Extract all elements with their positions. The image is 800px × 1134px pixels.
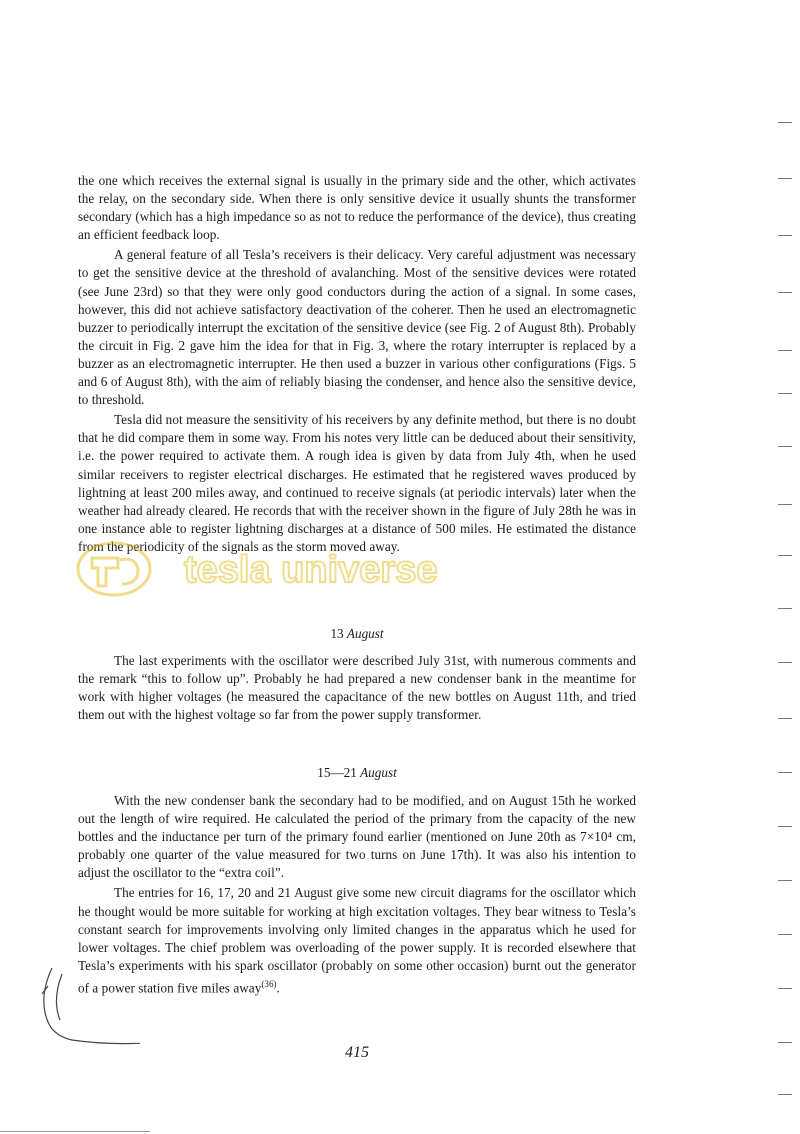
body-text-top: [78, 172, 636, 556]
margin-tick: [778, 772, 792, 773]
margin-tick: [778, 880, 792, 881]
heading-month: August: [360, 765, 397, 780]
margin-tick: [778, 826, 792, 827]
margin-tick: [778, 718, 792, 719]
paragraph-receiver-sensitivity: Tesla did not measure the sensitivity of his receivers by any definite method, but there is no doubt that he did compare them in some way. From his notes very little can be deduced about their sensitivity, i.e. the power required to activate them. A rough idea is given by data from July 4th, when he used similar receivers to register electrical discharges. He estimated that he registered waves produced by lightning at least 200 miles away, and continued to receive signals (at periodic intervals) later when the weather had already cleared. He records that with the receiver shown in the figure of July 28th he was in one instance able to register lightning discharges at a distance of 500 miles. He estimated the distance from the periodicity of the signals as the storm moved away.: [78, 412, 636, 554]
body-text-bottom: [78, 792, 636, 997]
margin-tick: [778, 350, 792, 351]
margin-tick: [778, 934, 792, 935]
margin-tick: [778, 292, 792, 293]
page-number: 415: [345, 1044, 369, 1061]
margin-tick: [778, 178, 792, 179]
paragraph-receivers-delicacy: A general feature of all Tesla’s receivers is their delicacy. Very careful adjustment was necessary to get the sensitive device at the threshold of avalanching. Most of the sensitive devices were rotated (see June 23rd) so that they were only good conductors during the action of a signal. In some cases, however, this did not achieve satisfactory deactivation of the coherer. Then he used an electromagnetic buzzer to periodically interrupt the excitation of the sensitive device (see Fig. 2 of August 8th). Probably the circuit in Fig. 2 gave him the idea for that in Fig. 3, where the rotary interrupter is replaced by a buzzer as an electromagnetic interrupter. He then used a buzzer in various other configurations (Figs. 5 and 6 of August 8th), with the aim of reliably biasing the condenser, and hence also the sensitive device, to threshold.: [78, 247, 636, 408]
margin-tick: [778, 988, 792, 989]
margin-tick: [778, 662, 792, 663]
watermark-text: tesla universe: [184, 549, 438, 591]
margin-tick: [778, 1094, 792, 1095]
heading-day: 13: [330, 626, 344, 641]
closing-period: .: [276, 980, 280, 996]
handwritten-margin-bracket: [30, 966, 140, 1046]
footnote-reference: (36): [261, 978, 277, 989]
paragraph-continuation: the one which receives the external signal is usually in the primary side and the other, which activates the relay, on the secondary side. When there is only sensitive device it usually shunts the transformer secondary (which has a high impedance so as not to reduce the performance of the device), thus creating an efficient feedback loop.: [78, 173, 636, 243]
margin-tick: [778, 555, 792, 556]
heading-month: August: [346, 626, 384, 641]
paragraph-condenser-bank: With the new condenser bank the secondary had to be modified, and on August 15th he worked out the length of wire required. He calculated the period of the primary from the capacity of the new bottles and the inductance per turn of the primary found earlier (mentioned on June 20th as 7×10⁴ cm, probably one quarter of the value measured for two turns on June 17th). It was also his intention to adjust the oscillator to the “extra coil”.: [78, 793, 636, 881]
paragraph-last-experiments: The last experiments with the oscillator were described July 31st, with numerous comments and the remark “this to follow up”. Probably he had prepared a new condenser bank in the meantime for work with higher voltages (he measured the capacitance of the new bottles on August 11th, and tried them out with the highest voltage so far from the power supply transformer.: [78, 653, 636, 723]
margin-tick: [778, 446, 792, 447]
body-text-mid: [78, 652, 636, 724]
section-heading-15-21-august: [78, 765, 636, 781]
paragraph-circuit-diagrams: [78, 884, 636, 997]
section-heading-13-august: [78, 626, 636, 642]
margin-tick: [778, 122, 792, 123]
margin-tick: [778, 393, 792, 394]
margin-tick: [778, 1042, 792, 1043]
margin-tick: [778, 504, 792, 505]
margin-tick: [778, 608, 792, 609]
margin-tick: [778, 235, 792, 236]
heading-day-range: 15—21: [317, 765, 357, 780]
bottom-rule: [0, 1131, 150, 1132]
paragraph-circuit-diagrams-text: The entries for 16, 17, 20 and 21 August give some new circuit diagrams for the oscillator which he thought would be more suitable for working at high excitation voltages. They bear witness to Tesla’s constant search for improvements involving only limited changes in the apparatus which he used for lower voltages. The chief problem was overloading of the power supply. It is recorded elsewhere that Tesla’s experiments with his spark oscillator (probably on some other occasion) burnt out the generator of a power station five miles away: [78, 885, 636, 996]
